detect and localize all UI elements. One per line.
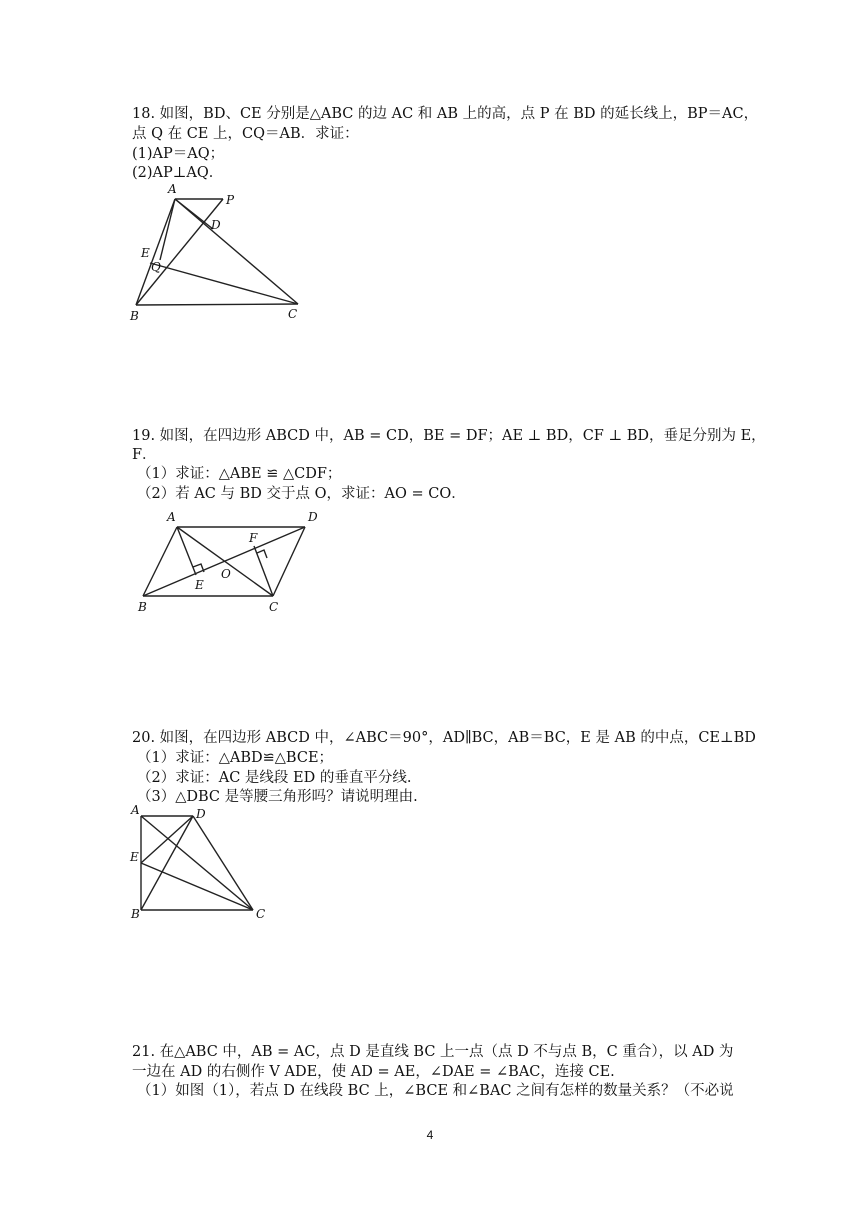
label-D: D xyxy=(308,510,318,524)
label-E: E xyxy=(130,850,139,864)
problem-21-line-3: （1）如图（1），若点 D 在线段 BC 上，∠BCE 和∠BAC 之间有怎样的数量关系？（不必说 xyxy=(137,1083,734,1099)
label-B: B xyxy=(138,600,147,614)
problem-19-line-1: 19. 如图，在四边形 ABCD 中，AB = CD，BE = DF；AE ⊥ BD，CF ⊥ BD，垂足分别为 E， xyxy=(132,428,766,444)
problem-18-line-2: 点 Q 在 CE 上，CQ＝AB．求证： xyxy=(132,126,359,142)
label-C: C xyxy=(269,600,279,614)
problem-20-line-1: 20. 如图，在四边形 ABCD 中，∠ABC＝90°，AD∥BC，AB＝BC，E 是 AB 的中点，CE⊥BD xyxy=(132,730,756,746)
problem-21-line-2: 一边在 AD 的右侧作 V ADE，使 AD = AE，∠DAE = ∠BAC，连接 CE. xyxy=(132,1064,615,1080)
label-D: D xyxy=(211,218,221,232)
label-P: P xyxy=(226,193,235,207)
label-B: B xyxy=(131,907,140,921)
label-E: E xyxy=(141,246,150,260)
label-B: B xyxy=(130,309,139,323)
label-C: C xyxy=(256,907,266,921)
problem-20-line-2: （1）求证：△ABD≌△BCE； xyxy=(137,750,334,766)
label-A: A xyxy=(167,510,176,524)
problem-21-line-1: 21. 在△ABC 中，AB = AC，点 D 是直线 BC 上一点（点 D 不与点 B，C 重合），以 AD 为 xyxy=(132,1044,734,1060)
label-D: D xyxy=(196,807,206,821)
label-Q: Q xyxy=(151,260,161,274)
problem-20-line-3: （2）求证：AC 是线段 ED 的垂直平分线. xyxy=(137,770,412,786)
problem-19-line-4: （2）若 AC 与 BD 交于点 O，求证：AO = CO． xyxy=(137,486,466,502)
problem-18-line-1: 18. 如图，BD、CE 分别是△ABC 的边 AC 和 AB 上的高，点 P 在 BD 的延长线上，BP＝AC， xyxy=(132,106,759,122)
label-C: C xyxy=(288,307,298,321)
problem-20-line-4: （3）△DBC 是等腰三角形吗？请说明理由. xyxy=(137,789,418,805)
problem-19-line-2: F． xyxy=(132,447,157,463)
label-E: E xyxy=(195,578,204,592)
problem-18-line-4: (2)AP⊥AQ． xyxy=(132,165,224,181)
label-F: F xyxy=(249,531,258,545)
label-A: A xyxy=(168,182,177,196)
label-O: O xyxy=(221,567,231,581)
problem-19-line-3: （1）求证：△ABE ≌ △CDF； xyxy=(137,466,342,482)
problem-18-line-3: (1)AP＝AQ； xyxy=(132,146,225,162)
page-number: 4 xyxy=(426,1128,434,1142)
label-A: A xyxy=(131,803,140,817)
